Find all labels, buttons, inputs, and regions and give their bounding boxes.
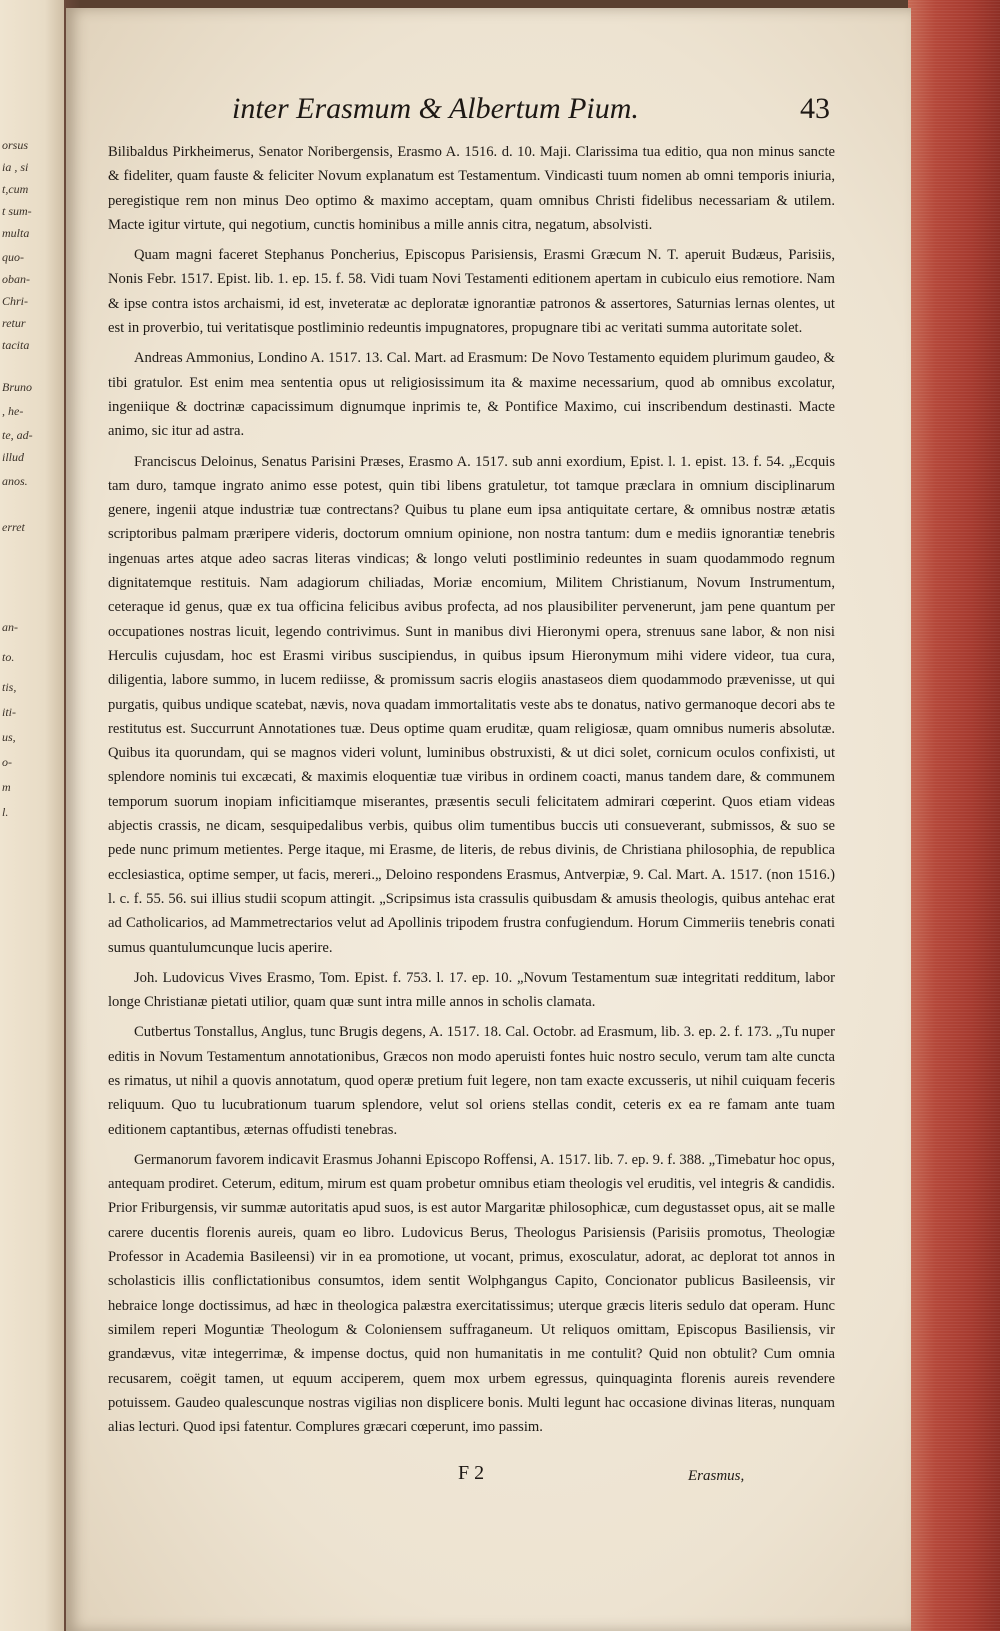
- book-edge: [908, 0, 1000, 1631]
- margin-fragment: erret: [2, 520, 25, 534]
- paragraph-vives: Joh. Ludovicus Vives Erasmo, Tom. Epist. f. 753. l. 17. ep. 10. „Novum Testamentum suæ integritati redditum, labor longe Christianæ pietati utilior, quam quæ sunt intra mille annos in scholis clamata.: [108, 969, 835, 1011]
- catchword: Erasmus,: [688, 1468, 745, 1484]
- paragraph-germanorum: Germanorum favorem indicavit Erasmus Johanni Episcopo Roffensi, A. 1517. lib. 7. ep. 9. f. 388. „Timebatur hoc opus, antequam prodiret. Ceterum, editum, mirum est quam probetur omnibus etiam theologis vel eruditis, vel integris & candidis. Prior Friburgensis, vir summæ autoritatis apud suos, is est autor Margaritæ philosophicæ, cum degustasset opus, ait se malle carere ducentis florenis aureis, quam eo libro. Ludovicus Berus, Theologus Parisiensis (Parisiis promotus, Theologiæ Professor in Academia Basileensi) vir in ea promotione, ut vocant, primus, exosculatur, adorat, ac deplorat tot annos in scholasticis illis conflictationibus consumtos, idem sentit Wolphgangus Capito, Concionator publicus Basileensis, vir hebraice longe doctissimus, ad hæc in theologica palæstra exercitatissimus; uterque græcis literis sedulo dat operam. Hunc similem reperi Moguntiæ Theologum & Coloniensem suffraganeum. Ut reliquos omittam, Episcopus Basiliensis, vir grandævus, vitæ integerrimæ, & impense doctus, quid non humanitatis in me contulit? Quid non obtulit? Cum omnia recusarem, coëgit tamen, ut equum acciperem, quem mox urbem egressus, quinquaginta florenis aureis revendere potuissem. Gaudeo qualescunque nostras vigilias non displicere bonis. Multi legunt hac occasione divinas literas, nunquam alias lecturi. Quod ipsi fatentur. Complures græcari cœperunt, imo passim.: [108, 1151, 835, 1436]
- margin-fragment: te, ad-: [2, 428, 33, 442]
- paragraph-pirkheimer: Bilibaldus Pirkheimerus, Senator Noribergensis, Erasmo A. 1516. d. 10. Maji. Clarissima tua editio, qua non minus sancte & fideliter, quam fauste & feliciter Novum explanatum est Testamentum. Vindicasti tuum nomen ab omni temporis iniuria, peregistique rem non minus Deo optimo & maximo acceptam, quam omnibus Christi fidelibus necessariam & utilem. Macte igitur virtute, qui negotium, cunctis hominibus a mille annis citra, negatum, absolvisti.: [108, 144, 835, 233]
- margin-fragment: tacita: [2, 338, 30, 352]
- paragraph-poncherius: Quam magni faceret Stephanus Poncherius, Episcopus Parisiensis, Erasmi Græcum N. T. aperuit Budæus, Parisiis, Nonis Febr. 1517. Epist. lib. 1. ep. 15. f. 58. Vidi tuam Novi Testamenti editionem apertam in cubiculo eius remotiore. Nam & ipse contra istos archaismi, id est, inveteratæ ac deploratæ ignorantiæ patronos & assertores, Saturnias lernas olentes, ut est in proverbio, tui veritatisque postliminio redeuntis impugnatores, propugnare tibi ac veritati summa autoritate solet.: [108, 247, 835, 337]
- margin-fragment: illud: [2, 450, 25, 464]
- margin-fragment: , he-: [2, 404, 24, 418]
- margin-fragment: ia , si: [2, 160, 29, 174]
- paragraph-tonstallus: Cutbertus Tonstallus, Anglus, tunc Brugis degens, A. 1517. 18. Cal. Octobr. ad Erasmum, lib. 3. ep. 2. f. 173. „Tu nuper editis in Novum Testamentum annotationibus, Græcos non modo aperuisti fontes huic nostro seculo, verum tam alte cuncta es rimatus, ut nihil a quovis annotatum, quod operæ pretium fuit legere, non tam exacte excusseris, ut nihil cuiquam feceris reliquum. Quo tu lucubrationum tuarum splendore, velut sol oriens stellas condit, ceteris ex ea re famam ante tuam editionem captantibus, æternas offudisti tenebras.: [108, 1024, 835, 1138]
- margin-fragment: us,: [2, 730, 16, 744]
- margin-fragment: iti-: [2, 705, 16, 719]
- margin-fragment: anos.: [2, 474, 28, 488]
- paragraph-ammonius: Andreas Ammonius, Londino A. 1517. 13. Cal. Mart. ad Erasmum: De Novo Testamento equidem plurimum gaudeo, & tibi gratulor. Est enim mea sententia opus ut religiosissimum ita & maxime necessarium, quod ab omnibus excolatur, ingeniique & doctrinæ capacissimum dignumque inprimis te, & Pontifice Maximo, cui inscribendum destinasti. Macte animo, sic itur ad astra.: [108, 350, 835, 440]
- margin-fragment: orsus: [2, 138, 29, 152]
- page-body: [108, 140, 835, 1445]
- margin-fragment: t,cum: [2, 182, 29, 196]
- paragraph-deloinus: Franciscus Deloinus, Senatus Parisini Præses, Erasmo A. 1517. sub anni exordium, Epist. l. 1. epist. 13. f. 54. „Ecquis tam duro, tamque ingrato animo esse potest, quin tibi libens gratuletur, tot tamque præclara in omnium disciplinarum genere, ingenii atque industriæ tuæ contrectans? Quibus tu plane eum ipsa antiquitate certare, & omnibus nostræ ætatis scriptoribus palmam præripere videris, doctorum omnium opinione, non nostra tantum: dum e mediis ignorantiæ tenebris ingenuas artes atque adeo sacras literas vindicas; & longo veluti postliminio redeuntes in suam quodammodo regnum dignitatemque restituis. Nam adagiorum chiliadas, Moriæ encomium, Militem Christianum, Novum Instrumentum, ceteraque id genus, quæ ex tua officina felicibus avibus profecta, ad nos plausibiliter pervenerunt, jam pene quantum per occupationes nostras licuit, legendo contrivimus. Sunt in manibus divi Hieronymi opera, strenuus sane labor, & non nisi Herculis cujusdam, hoc est Erasmi viribus suscipiendus, in quibus ipsum Hieronymum mihi videre videor, tua cura, diligentia, labore summo, in lucem rediisse, & promissum sacris elogiis anastaseos diem quodammodo prævenisse, ut qui purgatis, quibus undique scatebat, nævis, nova quadam immortalitatis veste abs te donatus, nativo germanoque decori abs te restitutus est. Succurrunt Annotationes tuæ. Deus optime quam eruditæ, quam religiosæ, quam omnibus numeris absolutæ. Quibus ita quorundam, qui se magnos videri volunt, luminibus obstruxisti, & ut dici solet, cornicum oculos confixisti, ut splendore nominis tui excæcati, & maximis eloquentiæ tuæ viribus in ordinem coacti, manus tandem dare, & communem temporum suorum inopiam inficitiamque miserantes, præsentis seculi felicitatem admirari cœperint. Quos etiam videas abjectis crassis, ne dicam, sesquipedalibus verbis, quibus olim tumentibus buccis uti consueverant, submissos, & suo se pede nunc primum metientes. Perge itaque, mi Erasme, de literis, de rebus divinis, de Christiana philosophia, de republica ecclesiastica, optime semper, ut facis, mereri.„ Deloino respondens Erasmus, Antverpiæ, 9. Cal. Mart. A. 1517. (non 1516.) l. c. f. 55. 56. sui illius studii scopum attingit. „Scripsimus ista crassulis quibusdam & amusis theologis, quibus antehac erat ad Catholicarios, ad Mammetrectarios velut ad Apollinis tripodem frustra confugiendum. Horum Cimmeriis tenebris conati sumus quantulumcunque lucis aperire.: [108, 453, 835, 956]
- margin-fragment: an-: [2, 620, 18, 634]
- running-title: inter Erasmum & Albertum Pium.: [232, 92, 639, 125]
- margin-fragment: retur: [2, 316, 26, 330]
- signature-mark: F 2: [458, 1462, 485, 1484]
- page-number: 43: [800, 92, 830, 125]
- margin-fragment: t sum-: [2, 204, 32, 218]
- facing-page-margin: [0, 0, 64, 1631]
- margin-fragment: m: [2, 780, 11, 794]
- margin-fragment: quo-: [2, 250, 24, 264]
- margin-fragment: l.: [2, 805, 9, 819]
- margin-fragment: Bruno: [2, 380, 32, 394]
- margin-fragment: oban-: [2, 272, 30, 286]
- margin-fragment: to.: [2, 650, 15, 664]
- margin-fragment: Chri-: [2, 294, 29, 308]
- margin-fragment: tis,: [2, 680, 17, 694]
- margin-fragment: multa: [2, 226, 30, 240]
- margin-fragment: o-: [2, 755, 12, 769]
